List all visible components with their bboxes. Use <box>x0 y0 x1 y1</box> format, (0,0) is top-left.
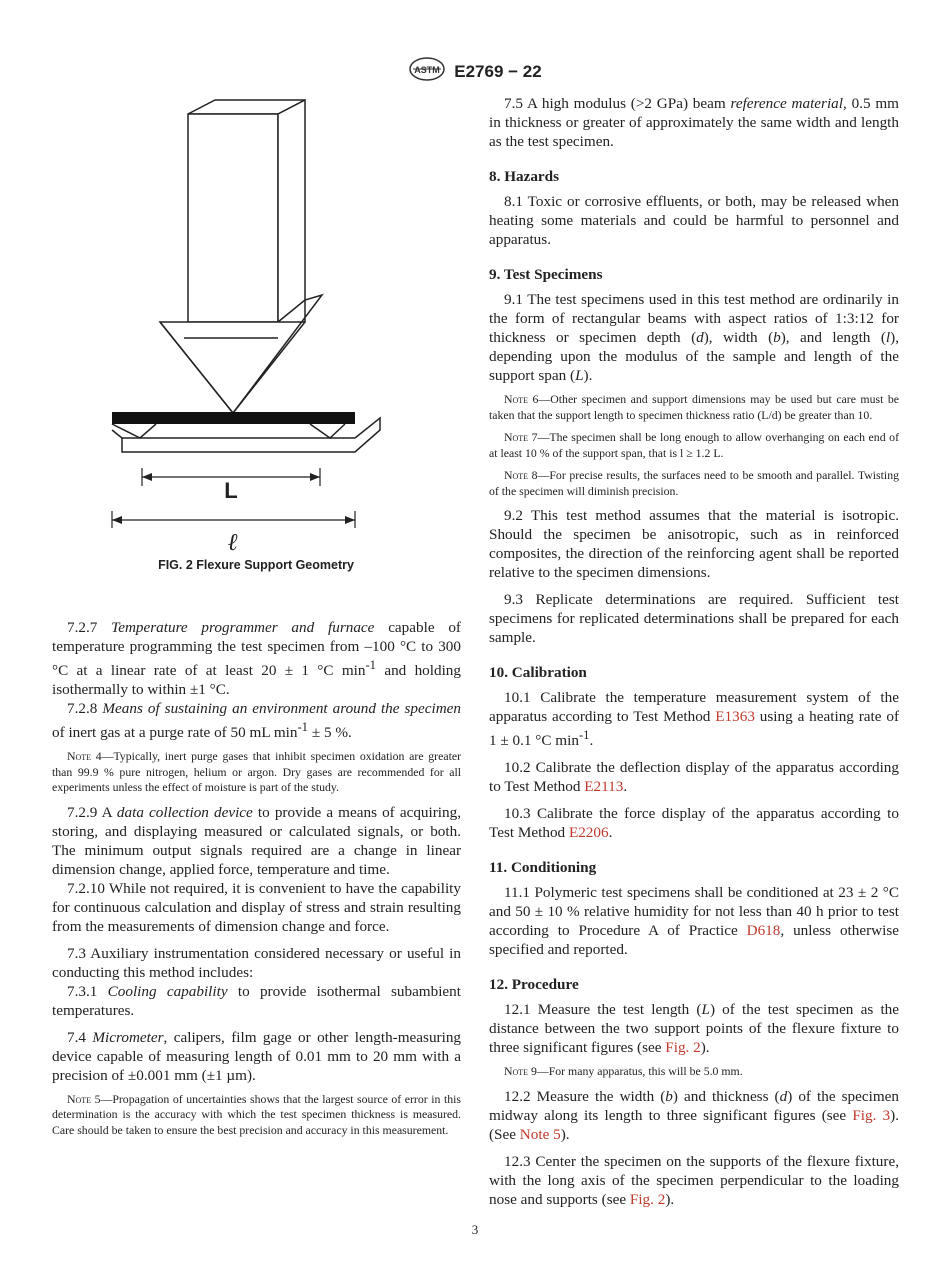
span-label: L <box>224 478 238 503</box>
para-9-1: 9.1 The test specimens used in this test method are ordinarily in the form of rectangular beams with aspect ratios of 1:3:12 for thickness or specimen depth (d), width (b), and length (l), depending upon the modulus of the sample and length of the support span (L). <box>489 291 899 384</box>
para-9-2: 9.2 This test method assumes that the material is isotropic. Should the specimen be anisotropic, such as in reinforced composites, the direction of the reinforcing agent shall be reported relative to the specimen dimensions. <box>489 507 899 581</box>
page-header <box>0 56 950 87</box>
section-12-heading: 12. Procedure <box>489 976 579 994</box>
section-11-heading: 11. Conditioning <box>489 859 597 877</box>
specimen-beam <box>112 412 355 424</box>
length-label: ℓ <box>227 527 239 556</box>
para-7-3-1: 7.3.1 Cooling capability to provide isothermal subambient temperatures. <box>52 982 461 1019</box>
para-12-3: 12.3 Center the specimen on the supports of the flexure fixture, with the long axis of the specimen perpendicular to the loading nose and supports (see Fig. 2). <box>489 1152 899 1208</box>
para-10-3: 10.3 Calibrate the force display of the apparatus according to Test Method E2206. <box>489 805 899 842</box>
ref-fig3-link[interactable]: Fig. 3 <box>852 1106 891 1124</box>
note-6: Note 6—Other specimen and support dimensions may be used but care must be taken that the support length to specimen thickness ratio (L/d) be greater than 10. <box>489 392 899 422</box>
para-9-3: 9.3 Replicate determinations are required. Sufficient test specimens for replicated determinations shall be prepared for each sample. <box>489 591 899 646</box>
para-8-1: 8.1 Toxic or corrosive effluents, or both, may be released when heating some materials and could be harmful to personnel and apparatus. <box>489 193 899 248</box>
ref-d618-link[interactable]: D618 <box>746 922 781 940</box>
figure-caption: FIG. 2 Flexure Support Geometry <box>158 558 354 572</box>
ref-note5-link[interactable]: Note 5 <box>519 1125 561 1143</box>
para-12-1: 12.1 Measure the test length (L) of the test specimen as the distance between the two support points of the flexure fixture to three significant figures (see Fig. 2). <box>489 1001 899 1057</box>
para-7-2-8: 7.2.8 Means of sustaining an environment around the specimen of inert gas at a purge rate of 50 mL $\min^{-1} \pm 5$ %. <box>52 700 462 742</box>
ref-e2113-link[interactable]: E2113 <box>584 778 624 796</box>
ref-fig2-link[interactable]: Fig. 2 <box>665 1039 701 1057</box>
para-10-1: 10.1 Calibrate the temperature measurement system of the apparatus according to Test Method E1363 using a heating rate of 1 ± 0.1 °C $\min^{-1}$. <box>489 689 900 750</box>
section-8-heading: 8. Hazards <box>489 168 560 185</box>
ref-fig2-link-2[interactable]: Fig. 2 <box>629 1190 666 1208</box>
para-11-1: 11.1 Polymeric test specimens shall be conditioned at 23 ± 2 °C and 50 ± 10 % relative humidity for not less than 40 h prior to test according to Procedure A of Practice D618, unless otherwise specified and reported. <box>489 884 900 959</box>
note-4: Note 4—Typically, inert purge gases that inhibit specimen oxidation are greater than 99.9 % pure nitrogen, helium or argon. Dry gases are recommended for all experiments unless the effect of moisture is part of the study. <box>52 749 462 795</box>
note-5: Note 5—Propagation of uncertainties shows that the largest source of error in this determination is the accuracy with which the test specimen thickness is measured. Care should be taken to ensure the best precision and accuracy in this measurement. <box>52 1091 461 1137</box>
para-12-2: 12.2 Measure the width (b) and thickness (d) of the specimen midway along its length to three significant figures (see Fig. 3). (See Note 5). <box>489 1087 899 1143</box>
svg-text:ASTM: ASTM <box>414 65 441 75</box>
para-7-2-7: 7.2.7 Temperature programmer and furnace capable of temperature programming the test specimen from –100 °C to 300 °C at a linear rate of at least 20 ± 1 °C $\min^{-1}$ and holding isothermally to within ±1 °C. <box>52 619 461 699</box>
ref-e1363-link[interactable]: E1363 <box>715 708 755 725</box>
probe-front-face <box>188 114 278 322</box>
astm-logo-icon <box>408 56 446 87</box>
para-7-2-9: 7.2.9 A data collection device to provide a means of acquiring, storing, and displaying measured or calculated signals, or both. The minimum output signals required are a change in linear dimension change, applied force, temperature and time. <box>52 803 461 878</box>
probe-side-face <box>278 100 305 322</box>
section-10-heading: 10. Calibration <box>489 664 587 681</box>
section-9-heading: 9. Test Specimens <box>489 266 603 283</box>
para-7-5: 7.5 A high modulus (>2 GPa) beam reference material, 0.5 mm in thickness or greater of approximately the same width and length as the test specimen. <box>489 95 899 150</box>
standard-designation: E2769 − 22 <box>454 61 542 81</box>
note-7: Note 7—The specimen shall be long enough to allow overhanging on each end of at least 10 % of the support span, that is l ≥ 1.2 L. <box>489 430 900 460</box>
note-8: Note 8—For precise results, the surfaces need to be smooth and parallel. Twisting of the specimen will diminish precision. <box>489 468 899 498</box>
ref-e2206-link[interactable]: E2206 <box>568 824 609 842</box>
right-column <box>489 94 899 1209</box>
para-10-2: 10.2 Calibrate the deflection display of the apparatus according to Test Method E2113. <box>489 759 899 796</box>
page-number: 3 <box>471 1222 479 1237</box>
left-column <box>52 618 461 1145</box>
flexure-support-figure <box>100 100 380 556</box>
para-7-2-10: 7.2.10 While not required, it is convenient to have the capability for continuous calculation and display of stress and strain resulting from the measurements of dimension change and force. <box>52 879 461 935</box>
para-7-3: 7.3 Auxiliary instrumentation considered necessary or useful in conducting this method includes: <box>52 944 461 981</box>
para-7-4: 7.4 Micrometer, calipers, film gage or other length-measuring device capable of measuring length of 0.01 mm to 20 mm with a precision of ±0.001 mm (±1 µm). <box>52 1028 462 1084</box>
note-9: Note 9—For many apparatus, this will be 5.0 mm. <box>504 1064 743 1079</box>
